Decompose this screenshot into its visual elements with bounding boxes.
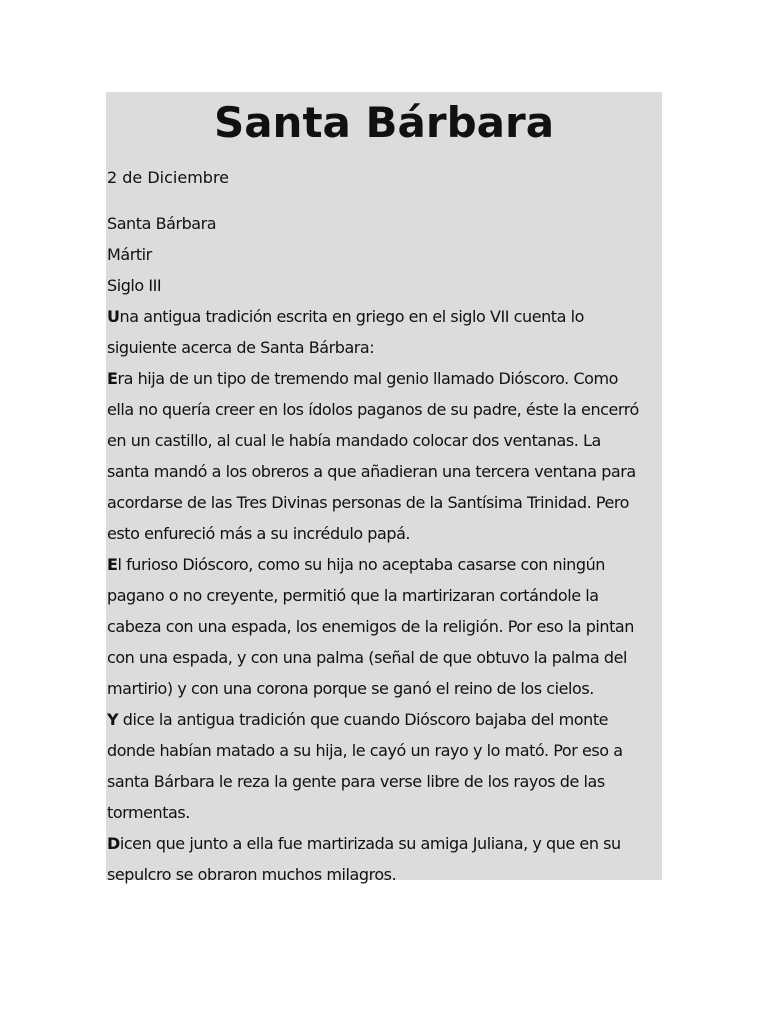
- paragraph-line: [107, 766, 662, 797]
- paragraph-line-text: en un castillo, al cual le había mandado colocar dos ventanas. La: [107, 431, 601, 450]
- document-text-block: [106, 92, 662, 884]
- saint-title-line: Mártir: [107, 245, 152, 264]
- paragraph-initial: E: [107, 555, 118, 574]
- document-body: [107, 208, 662, 890]
- paragraph-initial: D: [107, 834, 120, 853]
- paragraph: [107, 828, 662, 890]
- paragraph-line-text: esto enfureció más a su incrédulo papá.: [107, 524, 411, 543]
- paragraph-line-text: siguiente acerca de Santa Bárbara:: [107, 338, 375, 357]
- paragraph-line-text: ra hija de un tipo de tremendo mal genio llamado Dióscoro. Como: [117, 369, 618, 388]
- paragraph: [107, 363, 662, 549]
- paragraph-line: [107, 456, 662, 487]
- paragraph-line: [107, 673, 662, 704]
- paragraph-line-text: icen que junto a ella fue martirizada su amiga Juliana, y que en su: [119, 834, 621, 853]
- paragraph-line-text: na antigua tradición escrita en griego en el siglo VII cuenta lo: [119, 307, 584, 326]
- paragraph-initial: U: [107, 307, 120, 326]
- feast-date: 2 de Diciembre: [107, 168, 230, 187]
- paragraph-line: [107, 363, 662, 394]
- paragraph-line-text: santa mandó a los obreros a que añadieran una tercera ventana para: [107, 462, 636, 481]
- paragraph-line: [107, 487, 662, 518]
- century-line: Siglo III: [107, 276, 162, 295]
- paragraph-line-text: tormentas.: [107, 803, 190, 822]
- paragraph-line: [107, 642, 662, 673]
- paragraph-line: [107, 704, 662, 735]
- paragraph-line: [107, 859, 662, 890]
- paragraph-line: [107, 797, 662, 828]
- paragraph-line: [107, 425, 662, 456]
- saint-name-line: Santa Bárbara: [107, 214, 217, 233]
- paragraph: [107, 704, 662, 828]
- paragraph-line-text: martirio) y con una corona porque se ganó el reino de los cielos.: [107, 679, 594, 698]
- paragraph-line: [107, 735, 662, 766]
- paragraph-line: [107, 332, 662, 363]
- paragraph-line: [107, 611, 662, 642]
- paragraph-line-text: sepulcro se obraron muchos milagros.: [107, 865, 397, 884]
- paragraph-line-text: l furioso Dióscoro, como su hija no aceptaba casarse con ningún: [117, 555, 605, 574]
- paragraph-line: [107, 549, 662, 580]
- paragraph-initial: Y: [107, 710, 119, 729]
- paragraph-line-text: santa Bárbara le reza la gente para verse libre de los rayos de las: [107, 772, 605, 791]
- paragraph-initial: E: [107, 369, 118, 388]
- paragraph-line-text: dice la antigua tradición que cuando Dióscoro bajaba del monte: [118, 710, 609, 729]
- paragraph: [107, 549, 662, 704]
- paragraph-line: [107, 301, 662, 332]
- paragraphs: [107, 301, 662, 890]
- paragraph-line-text: con una espada, y con una palma (señal de que obtuvo la palma del: [107, 648, 628, 667]
- paragraph-line-text: acordarse de las Tres Divinas personas de la Santísima Trinidad. Pero: [107, 493, 629, 512]
- page-title: Santa Bárbara: [213, 98, 555, 147]
- paragraph-line-text: ella no quería creer en los ídolos paganos de su padre, éste la encerró: [107, 400, 639, 419]
- paragraph: [107, 301, 662, 363]
- paragraph-line: [107, 580, 662, 611]
- paragraph-line: [107, 518, 662, 549]
- paragraph-line: [107, 394, 662, 425]
- paragraph-line: [107, 828, 662, 859]
- paragraph-line-text: cabeza con una espada, los enemigos de la religión. Por eso la pintan: [107, 617, 634, 636]
- paragraph-line-text: pagano o no creyente, permitió que la martirizaran cortándole la: [107, 586, 599, 605]
- paragraph-line-text: donde habían matado a su hija, le cayó un rayo y lo mató. Por eso a: [107, 741, 623, 760]
